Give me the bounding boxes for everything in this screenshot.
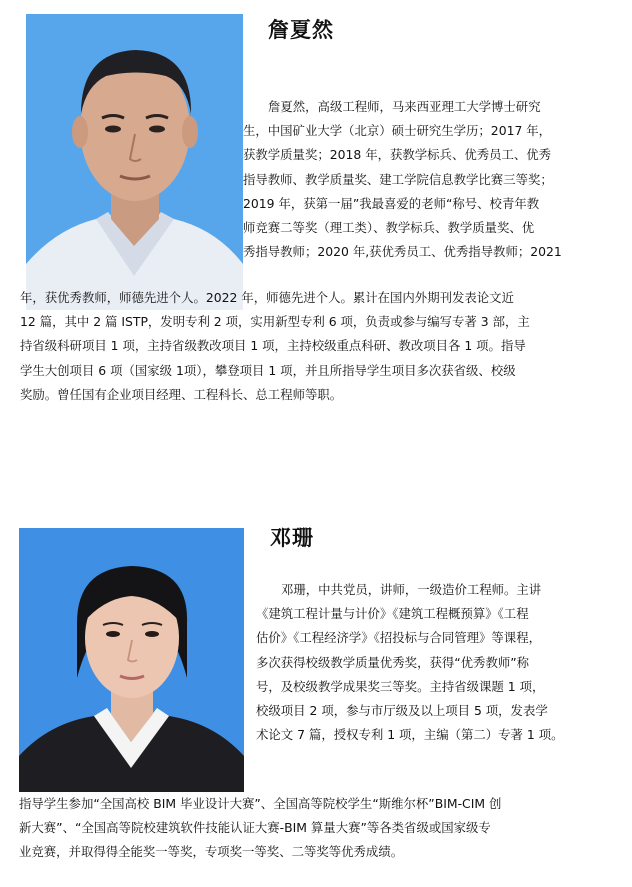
bio-line: 奖励。曾任国有企业项目经理、工程科长、总工程师等职。 [20, 386, 343, 402]
bio-line: 12 篇，其中 2 篇 ISTP，发明专利 2 项，实用新型专利 6 项，负责或参与编写专著 3 部，主 [20, 314, 530, 330]
bio-line: 新大赛”、“全国高等院校建筑软件技能认证大赛-BIM 算量大赛”等各类省级或国家级专 [19, 820, 491, 836]
bio-line: 师竞赛二等奖（理工类）、教学标兵、教学质量奖、优 [243, 220, 535, 236]
bio-line: 号，及校级教学成果奖三等奖。主持省级课题 1 项， [256, 678, 545, 694]
bio-line: 持省级科研项目 1 项，主持省级教改项目 1 项，主持校级重点科研、教改项目各 1 项。指导 [20, 338, 526, 354]
bio-line: 秀指导教师；2020 年,获优秀员工、优秀指导教师；2021 [243, 244, 562, 260]
profile-card [0, 520, 632, 887]
bio-line: 指导教师、教学质量奖、建工学院信息教学比赛三等奖； [243, 171, 553, 187]
bio-line: 术论文 7 篇，授权专利 1 项，主编（第二）专著 1 项。 [256, 727, 564, 743]
bio-beside-photo [256, 578, 577, 747]
bio-line: 年，获优秀教师，师德先进个人。2022 年，师德先进个人。累计在国内外期刊发表论文近 [20, 290, 514, 305]
bio-line: 2019 年，获第一届”我最喜爱的老师“称号、校青年教 [243, 195, 540, 211]
bio-line: 学生大创项目 6 项（国家级 1项），攀登项目 1 项，并且所指导学生项目多次获省级、校级 [20, 362, 516, 378]
bio-beside-photo [243, 95, 603, 264]
bio-line: 多次获得校级教学质量优秀奖，获得“优秀教师”称 [256, 654, 530, 670]
bio-line: 业竞赛，并取得得全能奖一等奖，专项奖一等奖、二等奖等优秀成绩。 [19, 844, 404, 860]
portrait-photo [26, 14, 243, 310]
bio-full-width [20, 286, 603, 407]
bio-line: 获教学质量奖；2018 年，获教学标兵、优秀员工、优秀 [243, 147, 552, 163]
portrait-photo [19, 528, 244, 792]
bio-full-width [19, 792, 577, 865]
bio-line: 《建筑工程计量与计价》《建筑工程概预算》《工程 [256, 606, 529, 622]
bio-line: 校级项目 2 项，参与市厅级及以上项目 5 项，发表学 [256, 703, 548, 719]
bio-line: 生，中国矿业大学（北京）硕士研究生学历；2017 年， [243, 123, 552, 139]
bio-line: 詹夏然，高级工程师，马来西亚理工大学博士研究 [268, 99, 541, 114]
bio-line: 邓珊，中共党员，讲师，一级造价工程师。主讲 [281, 582, 542, 597]
bio-line: 估价》《工程经济学》《招投标与合同管理》等课程， [256, 630, 541, 646]
person-name: 邓珊 [270, 525, 314, 550]
bio-line: 指导学生参加“全国高校 BIM 毕业设计大赛”、全国高等院校学生“斯维尔杯”BIM-CIM 创 [19, 796, 502, 811]
person-name: 詹夏然 [268, 17, 334, 42]
